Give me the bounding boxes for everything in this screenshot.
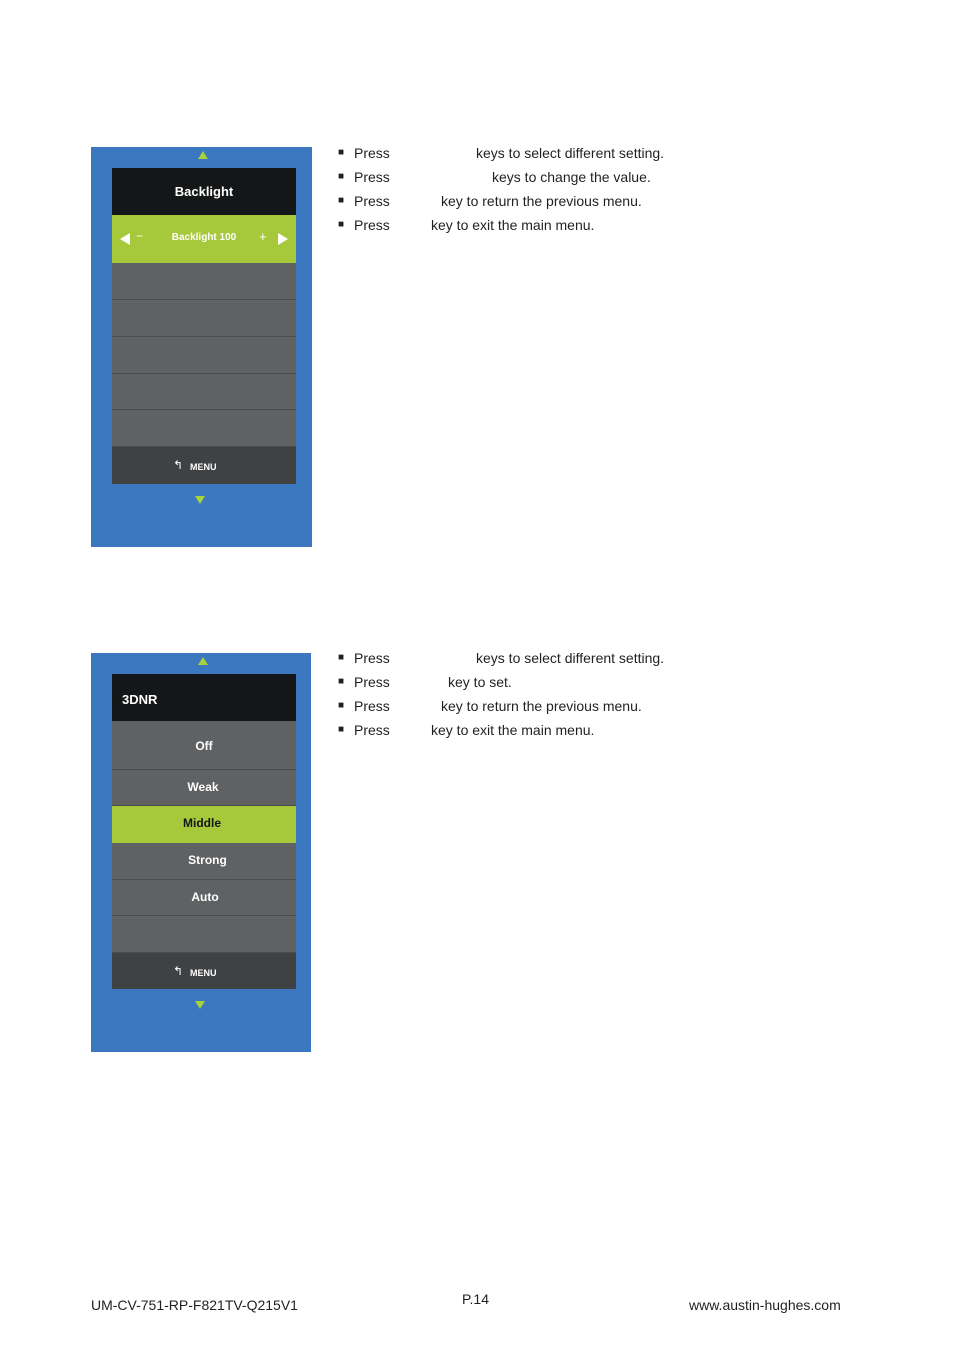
option-row-auto [112,880,296,916]
option-label: Off [195,739,213,753]
plus-icon: + [259,229,267,244]
backlight-value-label: Backlight 100 [171,232,237,243]
option-row-off [112,721,296,770]
option-label: Middle [183,816,221,830]
scroll-down-icon [195,496,205,504]
osd-title [112,674,296,721]
instruction-text: key to exit the main menu. [431,217,595,233]
scroll-up-icon [198,657,208,665]
return-arrow-icon: ↰ [173,458,184,472]
osd-title [112,168,296,215]
instruction-text: key to exit the main menu. [431,722,595,738]
empty-row [112,410,296,447]
instruction-press: Press [354,674,390,690]
instruction-press: Press [354,145,390,161]
black-square-icon: ■ [338,676,345,687]
menu-label: MENU [190,968,217,978]
osd-selected-row [112,215,296,263]
instruction-press: Press [354,217,390,233]
empty-row [112,916,296,953]
scroll-up-icon [198,151,208,159]
empty-row [112,263,296,300]
option-label: Weak [187,780,219,794]
osd-title-text: 3DNR [122,692,158,707]
osd-footer [112,447,296,484]
osd-backlight-screenshot [91,147,312,547]
instruction-press: Press [354,722,390,738]
menu-label: MENU [190,462,217,472]
option-label: Strong [188,853,227,867]
black-square-icon: ■ [338,652,345,663]
page-number: P.14 [462,1291,489,1307]
instruction-text: key to set. [448,674,512,690]
document-code: UM-CV-751-RP-F821TV-Q215V1 [91,1297,298,1313]
osd-title-text: Backlight [174,184,234,199]
option-row-strong [112,843,296,880]
empty-row [112,300,296,337]
website-link: www.austin-hughes.com [689,1297,841,1313]
instruction-text: key to return the previous menu. [441,193,642,209]
black-square-icon: ■ [338,171,345,182]
instruction-text: keys to select different setting. [476,145,665,161]
black-square-icon: ■ [338,700,345,711]
option-row-weak [112,770,296,806]
black-square-icon: ■ [338,219,345,230]
black-square-icon: ■ [338,195,345,206]
black-square-icon: ■ [338,724,345,735]
instruction-text: keys to change the value. [492,169,651,185]
instruction-press: Press [354,193,390,209]
triangle-right-icon [278,233,288,245]
minus-icon: − [136,229,144,243]
scroll-down-icon [195,1001,205,1009]
osd-menu-panel [112,168,296,484]
return-arrow-icon: ↰ [173,964,184,978]
option-row-middle [112,806,296,843]
instruction-press: Press [354,650,390,666]
empty-row [112,374,296,410]
osd-menu-panel [112,674,296,989]
osd-3dnr-screenshot [91,653,311,1052]
instruction-text: keys to select different setting. [476,650,665,666]
instruction-press: Press [354,698,390,714]
instruction-press: Press [354,169,390,185]
black-square-icon: ■ [338,147,345,158]
instruction-text: key to return the previous menu. [441,698,642,714]
option-label: Auto [191,890,219,904]
osd-footer [112,953,296,989]
empty-row [112,337,296,374]
